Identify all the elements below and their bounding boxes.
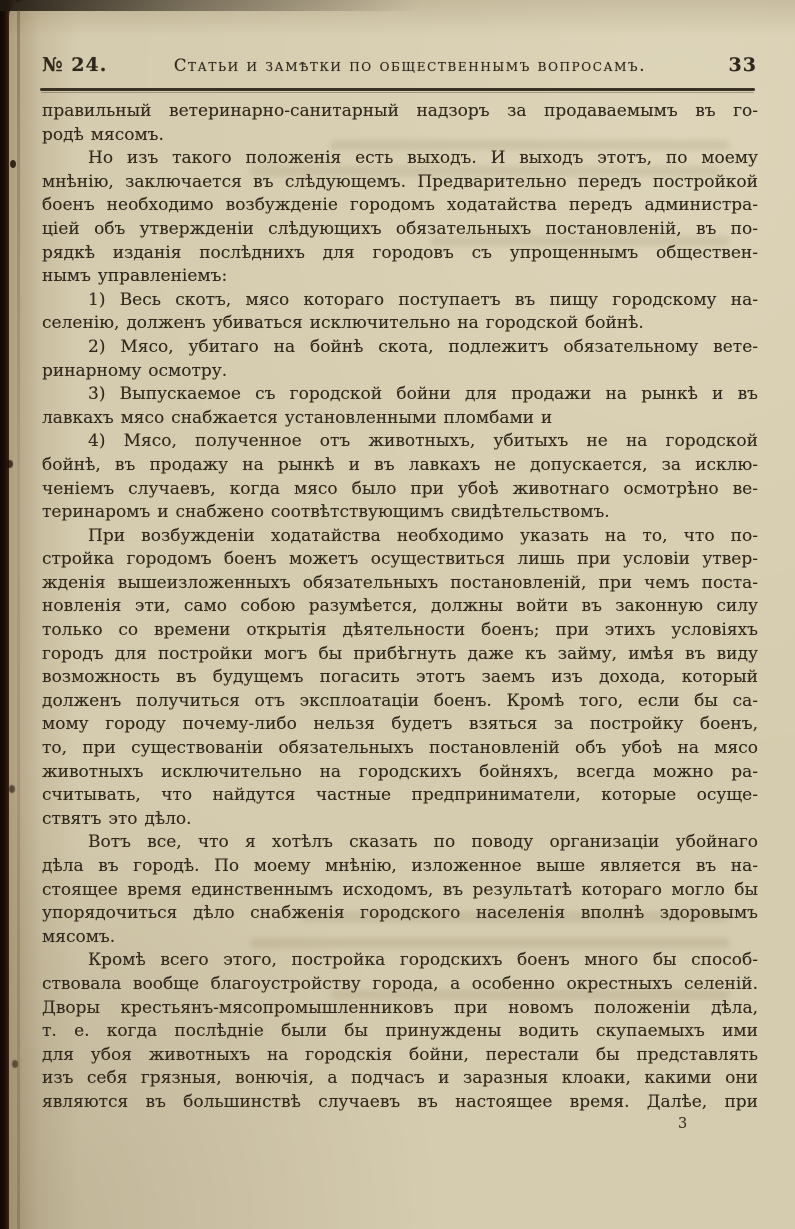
text-line: ствовала вообще благоустройству города, а особенно окрестныхъ селеній.	[42, 973, 758, 994]
signature-mark: 3	[678, 1116, 688, 1132]
text-line: ринарному осмотру.	[42, 360, 228, 381]
paragraph	[42, 525, 758, 832]
header-rule	[40, 88, 755, 91]
paragraph	[42, 430, 758, 524]
paragraph	[42, 336, 758, 383]
text-line: только со времени открытія дѣятельности боенъ; при этихъ условіяхъ	[42, 620, 758, 641]
running-head	[42, 54, 757, 80]
paragraph	[42, 949, 758, 1114]
paragraph	[42, 100, 758, 147]
text-line: являются въ большинствѣ случаевъ въ настоящее время. Далѣе, при	[42, 1091, 758, 1112]
text-line: теринаромъ и снабжено соотвѣтствующимъ свидѣтельствомъ.	[42, 502, 610, 523]
text-line: жденія вышеизложенныхъ обязательныхъ постановленій, при чемъ поста-	[42, 572, 758, 593]
text-line: При возбужденіи ходатайства необходимо указать на то, что по-	[88, 525, 758, 546]
paragraph	[42, 383, 758, 430]
text-line: животныхъ исключительно на городскихъ бойняхъ, всегда можно ра-	[42, 761, 758, 782]
page-number: 33	[728, 54, 757, 76]
text-line: считывать, что найдутся частные предприниматели, которые осуще-	[42, 785, 758, 806]
text-line: то, при существованіи обязательныхъ постановленій объ убоѣ на мясо	[42, 738, 758, 759]
text-line: ціей объ утвержденіи слѣдующихъ обязательныхъ постановленій, въ по-	[42, 218, 758, 239]
journal-section-title: Статьи и замѣтки по общественнымъ вопросамъ.	[173, 56, 647, 75]
text-line: стоящее время единственнымъ исходомъ, въ результатѣ котораго могло бы	[42, 879, 758, 900]
text-line: 3) Выпускаемое съ городской бойни для продажи на рынкѣ и въ	[88, 384, 758, 405]
article-body	[42, 100, 758, 1115]
text-line: мнѣнію, заключается въ слѣдующемъ. Предварительно передъ постройкой	[42, 171, 758, 192]
paragraph	[42, 147, 758, 289]
text-line: 4) Мясо, полученное отъ животныхъ, убитыхъ не на городской	[88, 431, 758, 452]
text-line: упорядочиться дѣло снабженія городского населенія вполнѣ здоровымъ	[42, 903, 758, 924]
text-line: лавкахъ мясо снабжается установленными пломбами и	[42, 407, 553, 428]
issue-number: № 24.	[42, 54, 108, 76]
text-line: дѣла въ городѣ. По моему мнѣнію, изложенное выше является въ на-	[42, 856, 758, 876]
text-line: возможность въ будущемъ погасить этотъ заемъ изъ дохода, который	[42, 667, 758, 688]
text-line: изъ себя грязныя, вонючія, а подчасъ и заразныя клоаки, какими они	[42, 1068, 758, 1089]
text-line: селенію, долженъ убиваться исключительно на городской бойнѣ.	[42, 313, 644, 334]
text-line: рядкѣ изданія послѣднихъ для городовъ съ упрощеннымъ обществен-	[42, 242, 758, 263]
text-line: нымъ управленіемъ:	[42, 266, 228, 287]
text-line: мясомъ.	[42, 926, 116, 947]
text-line: городъ для постройки могъ бы прибѣгнуть даже къ займу, имѣя въ виду	[42, 643, 758, 664]
text-line: бойнѣ, въ продажу на рынкѣ и въ лавкахъ не допускается, за исклю-	[42, 454, 758, 475]
text-line: ствятъ это дѣло.	[42, 808, 192, 829]
text-line: ченіемъ случаевъ, когда мясо было при убоѣ животнаго осмотрѣно ве-	[42, 478, 758, 499]
text-line: новленія эти, само собою разумѣется, должны войти въ законную силу	[42, 596, 758, 617]
paragraph	[42, 831, 758, 949]
text-line: Вотъ все, что я хотѣлъ сказать по поводу организаціи убойнаго	[88, 832, 758, 853]
text-line: долженъ получиться отъ эксплоатаціи боенъ. Кромѣ того, если бы са-	[42, 690, 758, 711]
paragraph	[42, 289, 758, 336]
text-line: 2) Мясо, убитаго на бойнѣ скота, подлежитъ обязательному вете-	[88, 336, 758, 357]
text-line: правильный ветеринарно-санитарный надзоръ за продаваемымъ въ го-	[42, 101, 758, 121]
text-line: родѣ мясомъ.	[42, 124, 164, 145]
text-line: Но изъ такого положенія есть выходъ. И выходъ этотъ, по моему	[88, 148, 758, 169]
text-line: мому городу почему-либо нельзя будетъ взяться за постройку боенъ,	[42, 714, 758, 735]
text-line: для убоя животныхъ на городскія бойни, перестали бы представлять	[42, 1044, 758, 1065]
text-line: боенъ необходимо возбужденіе городомъ ходатайства передъ администра-	[42, 195, 758, 216]
text-line: Кромѣ всего этого, постройка городскихъ боенъ много бы способ-	[88, 950, 758, 971]
text-line: т. е. когда послѣдніе были бы принуждены водить скупаемыхъ ими	[42, 1021, 758, 1042]
text-line: 1) Весь скотъ, мясо котораго поступаетъ въ пищу городскому на-	[88, 289, 758, 310]
text-line: Дворы крестьянъ-мясопромышленниковъ при новомъ положеніи дѣла,	[42, 997, 758, 1018]
text-line: стройка городомъ боенъ можетъ осуществиться лишь при условіи утвер-	[42, 549, 758, 570]
